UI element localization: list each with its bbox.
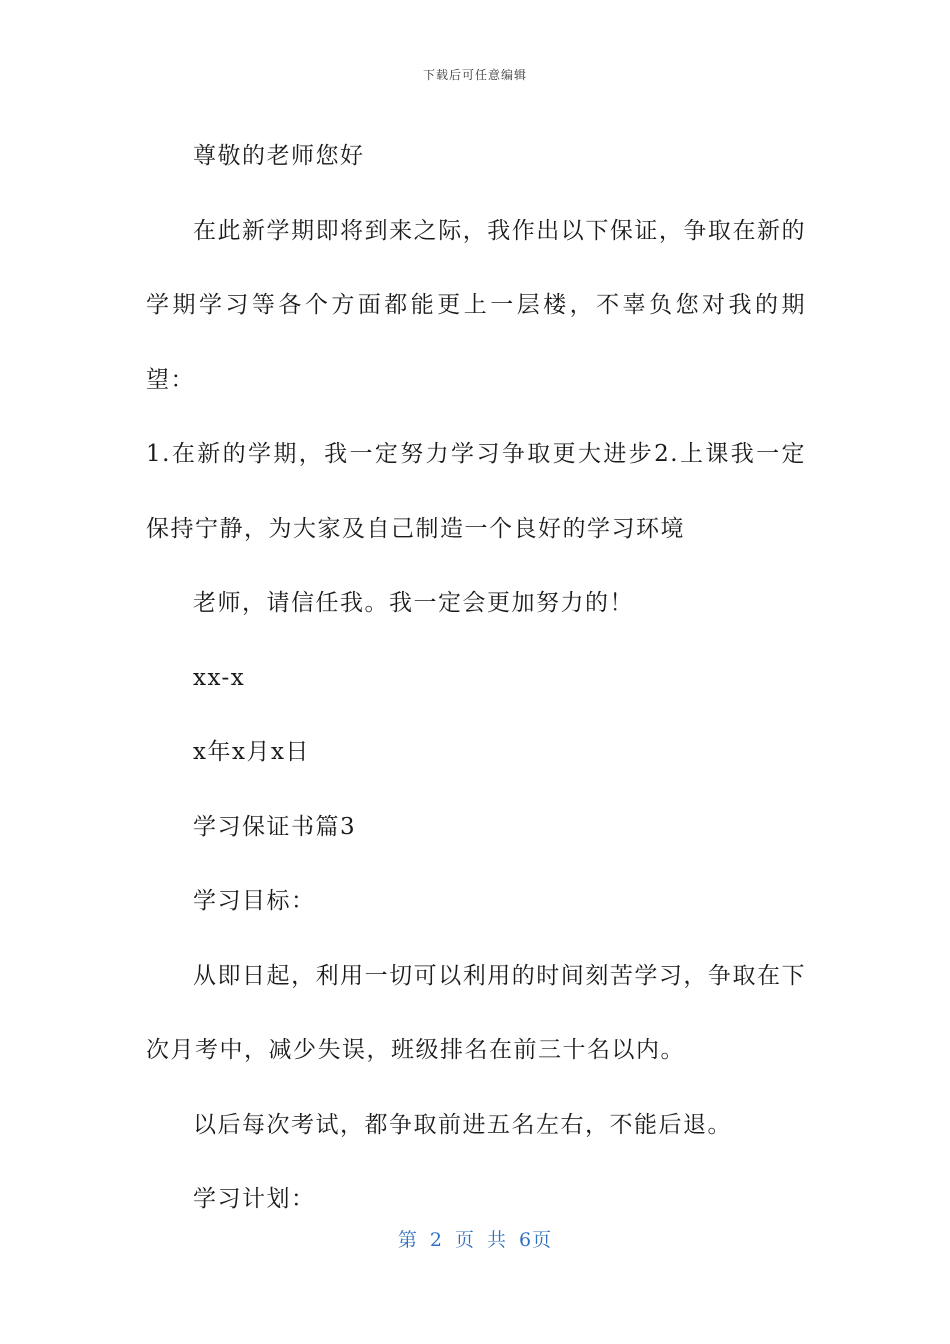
header-note: 下载后可任意编辑 xyxy=(422,68,527,82)
footer-label-di: 第 xyxy=(397,1229,418,1251)
plan-heading: 学习计划： xyxy=(193,1186,316,1212)
document-body xyxy=(146,119,806,1237)
page-footer xyxy=(0,1225,950,1252)
signature-name: xx-x xyxy=(193,664,246,691)
footer-label-gong: 共 xyxy=(487,1229,508,1251)
exam-goal-paragraph: 以后每次考试，都争取前进五名左右，不能后退。 xyxy=(193,1111,732,1138)
goals-heading: 学习目标： xyxy=(193,888,316,914)
section-title: 学习保证书篇3 xyxy=(193,813,357,840)
footer-total-pages: 6页 xyxy=(519,1229,553,1251)
greeting: 尊敬的老师您好 xyxy=(193,143,365,169)
footer-current-page: 2 xyxy=(429,1229,443,1251)
footer-label-ye: 页 xyxy=(454,1229,475,1251)
intro-paragraph: 在此新学期即将到来之际，我作出以下保证，争取在新的学期学习等各个方面都能更上一层楼，不辜负您对我的期望： xyxy=(146,217,806,393)
signature-date: x年x月x日 xyxy=(193,739,310,765)
pledge-list-paragraph: 1.在新的学期，我一定努力学习争取更大进步2.上课我一定保持宁静，为大家及自己制造一个良好的学习环境 xyxy=(146,441,806,542)
goals-paragraph: 从即日起，利用一切可以利用的时间刻苦学习，争取在下次月考中，减少失误，班级排名在前三十名以内。 xyxy=(146,962,806,1063)
trust-paragraph: 老师，请信任我。我一定会更加努力的！ xyxy=(193,590,634,616)
